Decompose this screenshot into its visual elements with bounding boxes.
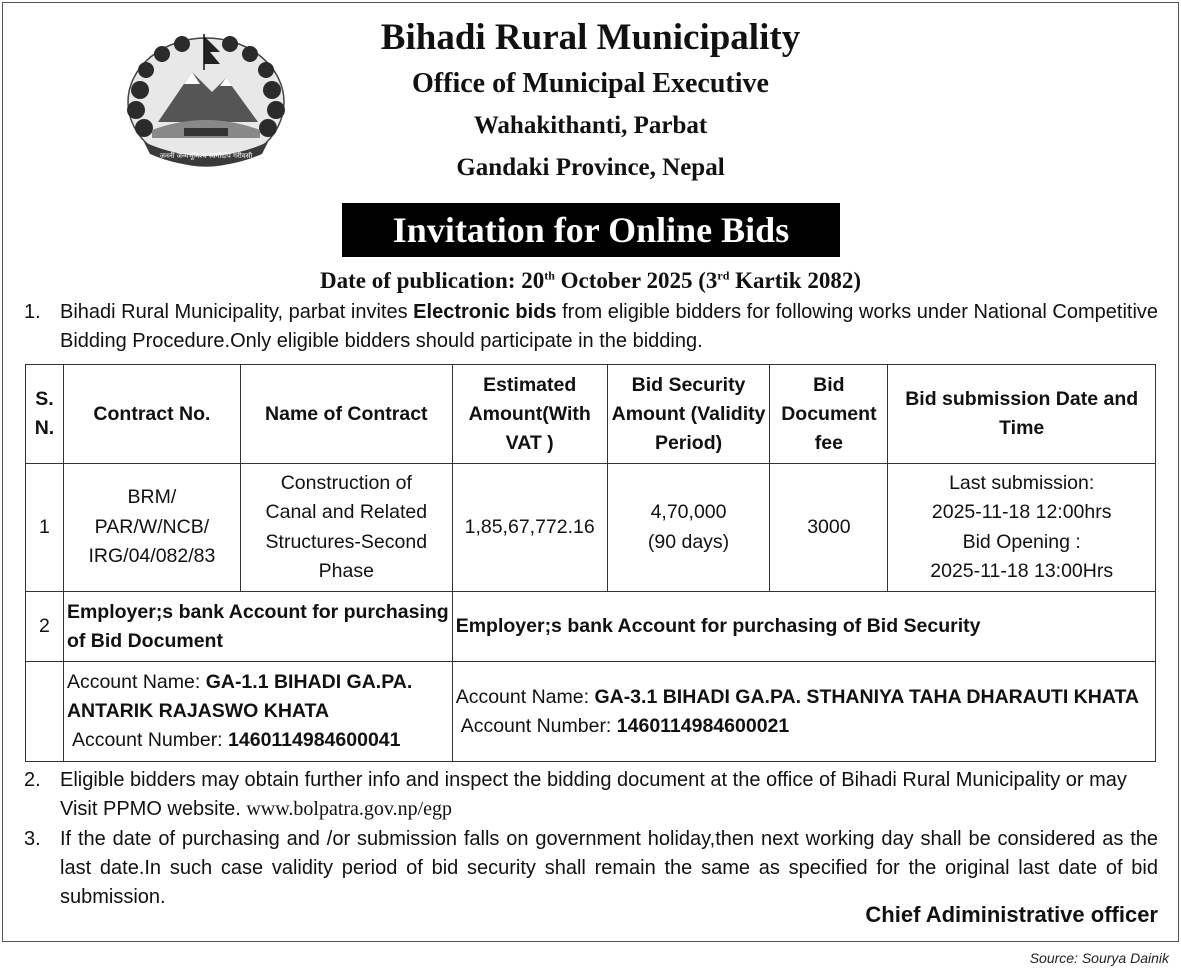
header-document-fee: Bid Document fee	[770, 365, 888, 464]
publication-date: Date of publication: 20th October 2025 (3rd Kartik 2082)	[320, 268, 861, 293]
cell-doc-bank-heading: Employer;s bank Account for purchasing of Bid Document	[63, 592, 452, 662]
province-line: Gandaki Province, Nepal	[456, 154, 725, 181]
cell-sn: 1	[26, 464, 64, 592]
header-submission-date: Bid submission Date and Time	[888, 365, 1156, 464]
cell-document-fee: 3000	[770, 464, 888, 592]
cell-estimated-amount: 1,85,67,772.16	[452, 464, 607, 592]
header-contract-name: Name of Contract	[240, 365, 452, 464]
notice-title-banner: Invitation for Online Bids	[342, 203, 840, 257]
cell-security-account: Account Name: GA-3.1 BIHADI GA.PA. STHANIYA TAHA DHARAUTI KHATA Account Number: 1460114984600021	[452, 662, 1155, 762]
table-row	[26, 662, 1156, 762]
paragraph-number: 1.	[24, 301, 41, 323]
header-contract-no: Contract No.	[63, 365, 240, 464]
cell-contract-no: BRM/ PAR/W/NCB/ IRG/04/082/83	[63, 464, 240, 592]
cell-contract-name: Construction of Canal and Related Structures-Second Phase	[240, 464, 452, 592]
cell-empty	[26, 662, 64, 762]
header-estimated-amount: Estimated Amount(With VAT )	[452, 365, 607, 464]
paragraph-1: 1. Bihadi Rural Municipality, parbat invites Electronic bids from eligible bidders for following works under National Competitive Bidding Procedure.Only eligible bidders should participate in the bidding.	[24, 298, 1158, 356]
header-sn: S. N.	[26, 365, 64, 464]
cell-bid-security: 4,70,000 (90 days)	[607, 464, 770, 592]
header-bid-security: Bid Security Amount (Validity Period)	[607, 365, 770, 464]
ppmo-website-link[interactable]: www.bolpatra.gov.np/egp	[246, 798, 453, 820]
paragraph-number: 2.	[24, 769, 41, 791]
signature-title: Chief Adiministrative officer	[865, 902, 1158, 927]
svg-text:जननी जन्मभूमिश्च स्वर्गादपि गर: जननी जन्मभूमिश्च स्वर्गादपि गरीयसी	[159, 152, 253, 160]
cell-sn: 2	[26, 592, 64, 662]
bids-table	[25, 364, 1156, 762]
cell-submission-date: Last submission: 2025-11-18 12:00hrs Bid Opening : 2025-11-18 13:00Hrs	[888, 464, 1156, 592]
paragraph-2: 2. Eligible bidders may obtain further info and inspect the bidding document at the office of Bihadi Rural Municipality or may Visit PPMO website. www.bolpatra.gov.np/egp	[24, 766, 1158, 824]
paragraph-3: 3. If the date of purchasing and /or submission falls on government holiday,then next working day shall be considered as the last date.In such case validity period of bid security shall remain the same as specified for the original last date of bid submission.	[24, 825, 1158, 912]
paragraph-number: 3.	[24, 828, 41, 850]
municipality-title: Bihadi Rural Municipality	[380, 17, 801, 58]
source-credit: Source: Sourya Dainik	[1029, 950, 1169, 966]
table-row	[26, 592, 1156, 662]
table-header-row	[26, 365, 1156, 464]
location-line: Wahakithanti, Parbat	[473, 112, 708, 139]
cell-security-bank-heading: Employer;s bank Account for purchasing of Bid Security	[452, 592, 1155, 662]
table-row	[26, 464, 1156, 592]
office-title: Office of Municipal Executive	[412, 68, 769, 99]
cell-doc-account: Account Name: GA-1.1 BIHADI GA.PA. ANTARIK RAJASWO KHATA Account Number: 1460114984600041	[63, 662, 452, 762]
